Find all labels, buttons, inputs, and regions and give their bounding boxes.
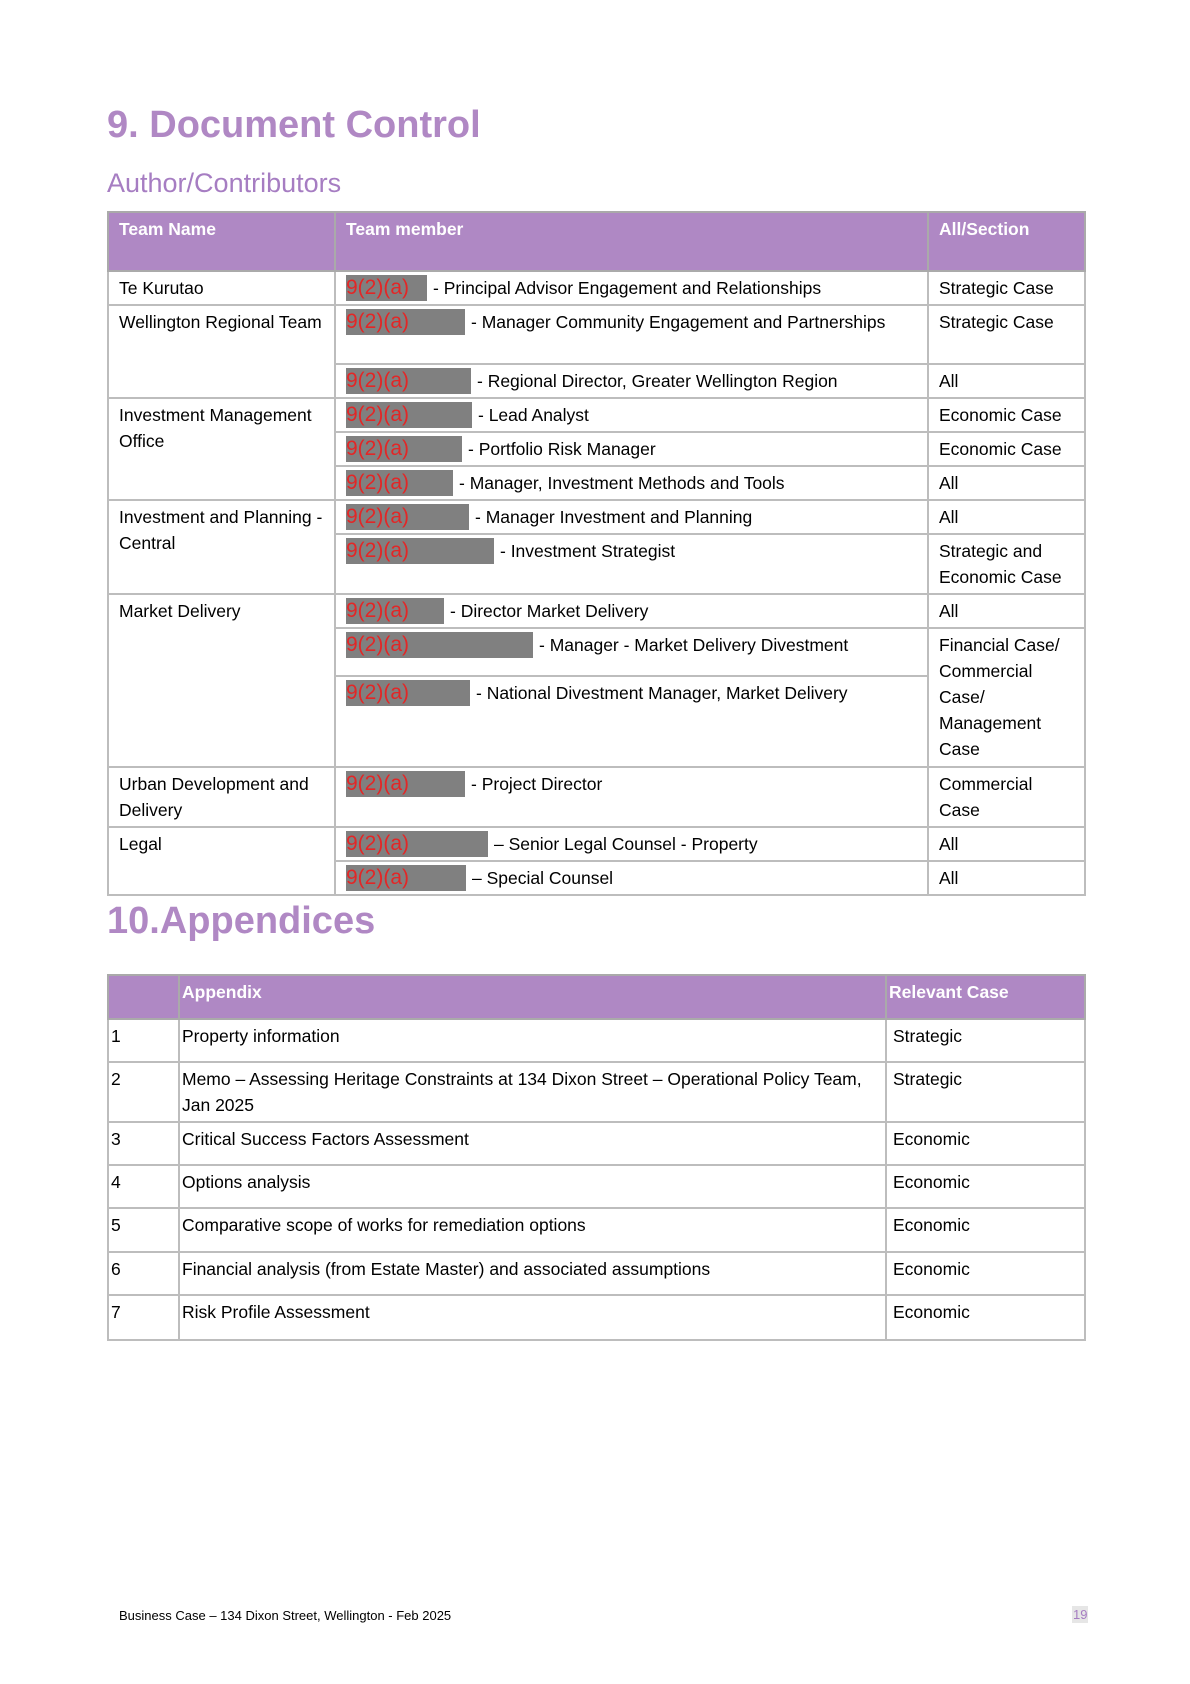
table-row — [108, 1122, 1085, 1165]
table-header — [108, 212, 1085, 271]
team-member — [335, 594, 928, 628]
redaction: 9(2)(a) — [346, 831, 488, 857]
header-team-member: Team member — [335, 212, 928, 271]
member-role: - Director Market Delivery — [450, 601, 649, 621]
team-member — [335, 628, 928, 676]
relevant-case: Economic — [886, 1122, 1085, 1165]
member-role: – Senior Legal Counsel - Property — [494, 834, 758, 854]
redaction: 9(2)(a) — [346, 275, 427, 301]
appendix-title: Property information — [179, 1019, 886, 1062]
team-member — [335, 271, 928, 305]
table-row — [108, 1062, 1085, 1122]
member-role: - Manager, Investment Methods and Tools — [459, 473, 785, 493]
appendix-number: 7 — [108, 1295, 179, 1340]
section: All — [928, 827, 1085, 861]
member-role: - Manager - Market Delivery Divestment — [539, 635, 849, 655]
member-role: - Manager Community Engagement and Partnerships — [471, 312, 886, 332]
header-section: All/Section — [928, 212, 1085, 271]
redaction: 9(2)(a) — [346, 680, 470, 706]
team-name: Market Delivery — [108, 594, 335, 767]
section-heading: 10.Appendices — [107, 900, 376, 942]
redaction: 9(2)(a) — [346, 436, 462, 462]
appendix-number: 5 — [108, 1208, 179, 1252]
contributors-table — [107, 211, 1086, 896]
member-role: - Lead Analyst — [478, 405, 589, 425]
member-role: - Portfolio Risk Manager — [468, 439, 656, 459]
member-role: - Investment Strategist — [500, 541, 676, 561]
member-role: - Principal Advisor Engagement and Relationships — [433, 278, 822, 298]
redaction: 9(2)(a) — [346, 470, 453, 496]
table-row — [108, 271, 1085, 305]
table-row — [108, 1019, 1085, 1062]
header-number — [108, 975, 179, 1019]
team-member — [335, 364, 928, 398]
table-row — [108, 767, 1085, 827]
section-heading: 9. Document Control — [107, 104, 481, 146]
section: Strategic Case — [928, 305, 1085, 364]
appendix-number: 1 — [108, 1019, 179, 1062]
section: All — [928, 500, 1085, 534]
team-member — [335, 861, 928, 895]
header-appendix: Appendix — [179, 975, 886, 1019]
relevant-case: Strategic — [886, 1019, 1085, 1062]
section: All — [928, 861, 1085, 895]
team-name: Wellington Regional Team — [108, 305, 335, 398]
member-role: - Regional Director, Greater Wellington Region — [477, 371, 838, 391]
redaction: 9(2)(a) — [346, 402, 472, 428]
redaction: 9(2)(a) — [346, 771, 465, 797]
table-row — [108, 1252, 1085, 1295]
redaction: 9(2)(a) — [346, 598, 444, 624]
team-name: Legal — [108, 827, 335, 895]
section: Economic Case — [928, 432, 1085, 466]
team-name: Investment and Planning - Central — [108, 500, 335, 594]
appendix-number: 2 — [108, 1062, 179, 1122]
redaction: 9(2)(a) — [346, 538, 494, 564]
team-name: Investment Management Office — [108, 398, 335, 500]
table-row — [108, 1295, 1085, 1340]
table-row — [108, 594, 1085, 628]
appendix-title: Memo – Assessing Heritage Constraints at 134 Dixon Street – Operational Policy Team, Jan 2025 — [179, 1062, 886, 1122]
appendix-number: 3 — [108, 1122, 179, 1165]
appendix-title: Comparative scope of works for remediation options — [179, 1208, 886, 1252]
team-member — [335, 676, 928, 767]
appendices-table — [107, 974, 1086, 1341]
section: Strategic Case — [928, 271, 1085, 305]
relevant-case: Economic — [886, 1165, 1085, 1208]
section: Financial Case/ Commercial Case/ Management Case — [928, 628, 1085, 767]
appendix-title: Options analysis — [179, 1165, 886, 1208]
appendix-title: Risk Profile Assessment — [179, 1295, 886, 1340]
section: All — [928, 364, 1085, 398]
appendix-title: Financial analysis (from Estate Master) and associated assumptions — [179, 1252, 886, 1295]
header-relevant-case: Relevant Case — [886, 975, 1085, 1019]
section: All — [928, 466, 1085, 500]
table-row — [108, 827, 1085, 861]
relevant-case: Economic — [886, 1208, 1085, 1252]
team-member — [335, 398, 928, 432]
table-row — [108, 305, 1085, 364]
section: Strategic and Economic Case — [928, 534, 1085, 594]
member-role: - Manager Investment and Planning — [475, 507, 753, 527]
team-member — [335, 305, 928, 364]
team-name: Te Kurutao — [108, 271, 335, 305]
team-name: Urban Development and Delivery — [108, 767, 335, 827]
redaction: 9(2)(a) — [346, 309, 465, 335]
redaction: 9(2)(a) — [346, 504, 469, 530]
member-role: - Project Director — [471, 774, 603, 794]
relevant-case: Economic — [886, 1252, 1085, 1295]
redaction: 9(2)(a) — [346, 865, 466, 891]
relevant-case: Strategic — [886, 1062, 1085, 1122]
appendix-number: 6 — [108, 1252, 179, 1295]
team-member — [335, 432, 928, 466]
redaction: 9(2)(a) — [346, 632, 533, 658]
appendix-title: Critical Success Factors Assessment — [179, 1122, 886, 1165]
table-row — [108, 1208, 1085, 1252]
appendix-number: 4 — [108, 1165, 179, 1208]
subsection-heading: Author/Contributors — [107, 168, 342, 198]
redaction: 9(2)(a) — [346, 368, 471, 394]
table-row — [108, 500, 1085, 534]
team-member — [335, 534, 928, 594]
section: Economic Case — [928, 398, 1085, 432]
team-member — [335, 767, 928, 827]
team-member — [335, 827, 928, 861]
table-row — [108, 1165, 1085, 1208]
section: Commercial Case — [928, 767, 1085, 827]
section: All — [928, 594, 1085, 628]
member-role: – Special Counsel — [472, 868, 614, 888]
relevant-case: Economic — [886, 1295, 1085, 1340]
footer-text: Business Case – 134 Dixon Street, Wellington - Feb 2025 — [119, 1608, 452, 1623]
page-number: 19 — [1073, 1607, 1088, 1622]
team-member — [335, 466, 928, 500]
table-row — [108, 398, 1085, 432]
team-member — [335, 500, 928, 534]
table-header — [108, 975, 1085, 1019]
member-role: - National Divestment Manager, Market Delivery — [476, 683, 848, 703]
header-team-name: Team Name — [108, 212, 335, 271]
